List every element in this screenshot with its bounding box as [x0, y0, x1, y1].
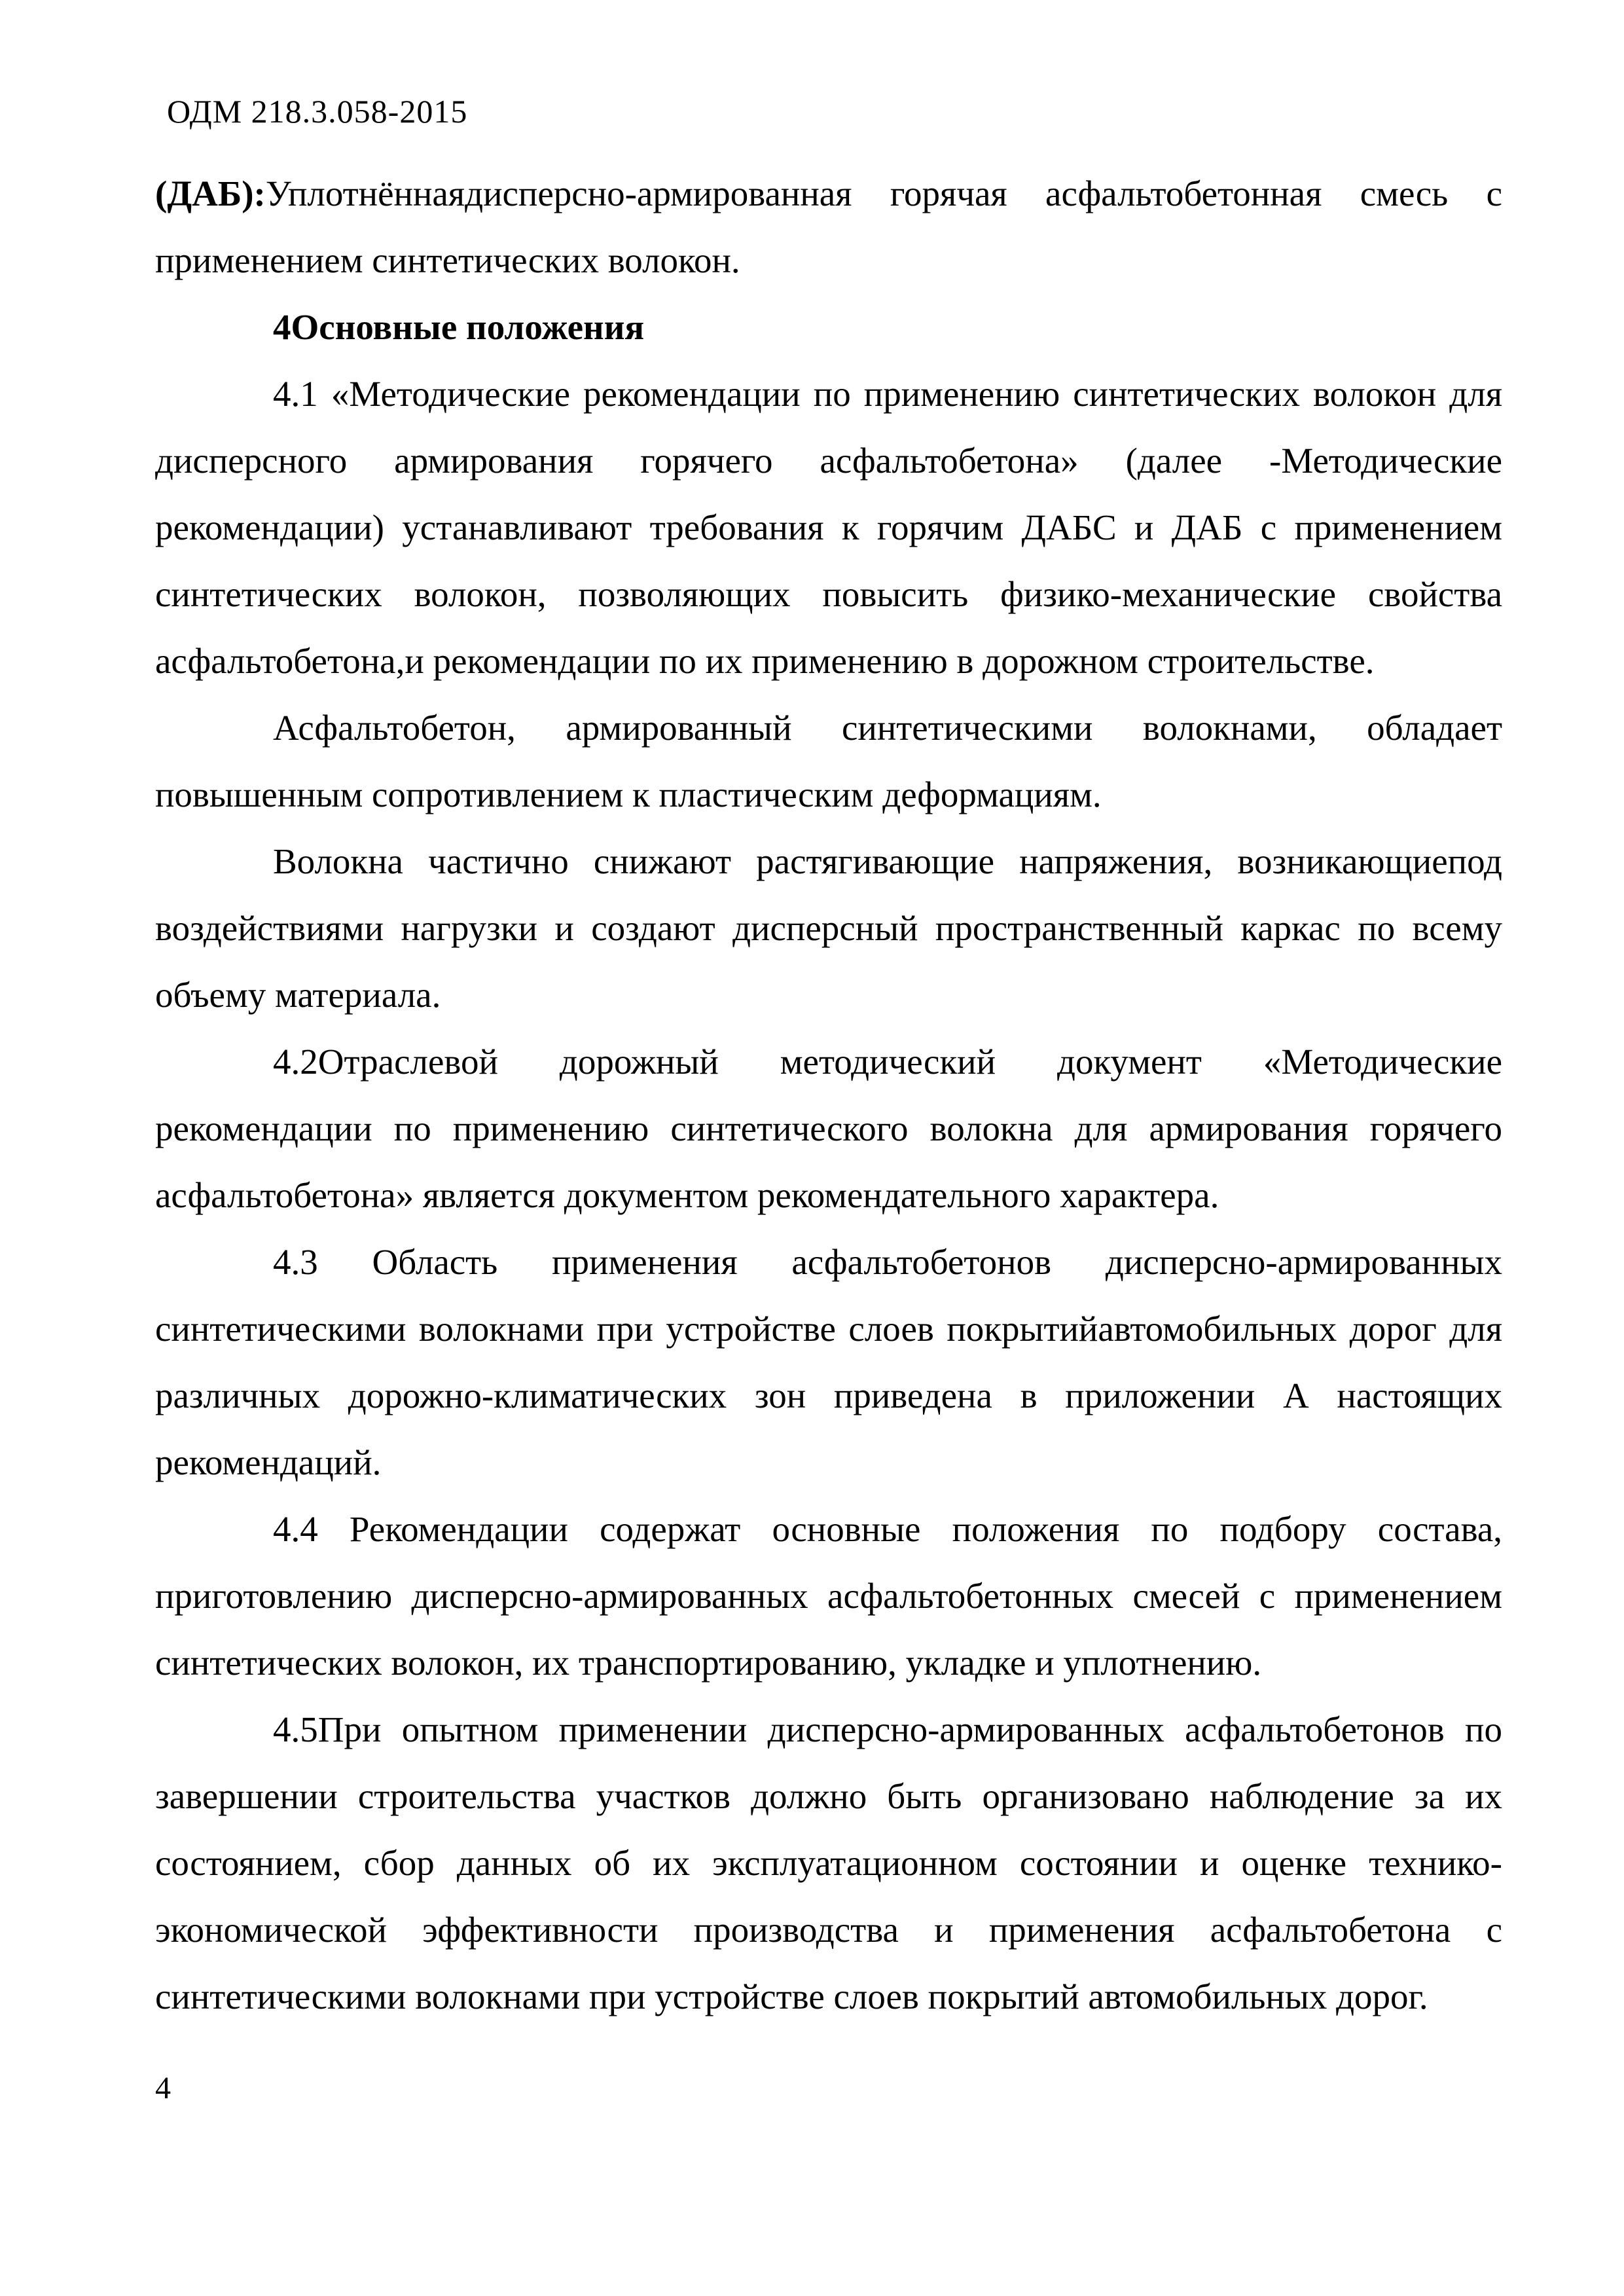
paragraph-fibers-stress: Волокна частично снижают растягивающие напряжения, возникающиепод воздействиями нагрузки и создают дисперсный пространственный каркас по всему объему материала. — [155, 841, 1502, 1015]
document-body — [155, 160, 1502, 2030]
paragraph-4-5: 4.5При опытном применении дисперсно-армированных асфальтобетонов по завершении строительства участков должно быть организовано наблюдение за их состоянием, сбор данных об их эксплуатационном состоянии и оценке технико-экономической эффективности производства и применения асфальтобетона с синтетическими волокнами при устройстве слоев покрытий автомобильных дорог. — [155, 1709, 1502, 2016]
paragraph-fiber-asphalt: Асфальтобетон, армированный синтетическими волокнами, обладает повышенным сопротивлением к пластическим деформациям. — [155, 708, 1502, 814]
paragraph-4-2: 4.2Отраслевой дорожный методический документ «Методические рекомендации по применению синтетического волокна для армирования горячего асфальтобетона» является документом рекомендательного характера. — [155, 1042, 1502, 1215]
paragraph-4-4: 4.4 Рекомендации содержат основные положения по подбору состава, приготовлению дисперсно-армированных асфальтобетонных смесей с применением синтетических волокон, их транспортированию, укладке и уплотнению. — [155, 1509, 1502, 1683]
definition-paragraph — [155, 160, 1502, 294]
definition-term: (ДАБ): — [155, 173, 266, 213]
document-code-header: ОДМ 218.3.058-2015 — [167, 93, 468, 130]
definition-text: Уплотнённаядисперсно-армированная горячая асфальтобетонная смесь с применением синтетических волокон. — [155, 173, 1502, 280]
paragraph-4-3: 4.3 Область применения асфальтобетонов дисперсно-армированных синтетическими волокнами при устройстве слоев покрытийавтомобильных дорог для различных дорожно-климатических зон приведена в приложении А настоящих рекомендаций. — [155, 1242, 1502, 1482]
page-number: 4 — [155, 2071, 171, 2105]
section-heading: 4Основные положения — [273, 307, 645, 347]
paragraph-4-1: 4.1 «Методические рекомендации по применению синтетических волокон для дисперсного армирования горячего асфальтобетона» (далее -Методические рекомендации) устанавливают требования к горячим ДАБС и ДАБ с применением синтетических волокон, позволяющих повысить физико-механические свойства асфальтобетона,и рекомендации по их применению в дорожном строительстве. — [155, 374, 1502, 681]
